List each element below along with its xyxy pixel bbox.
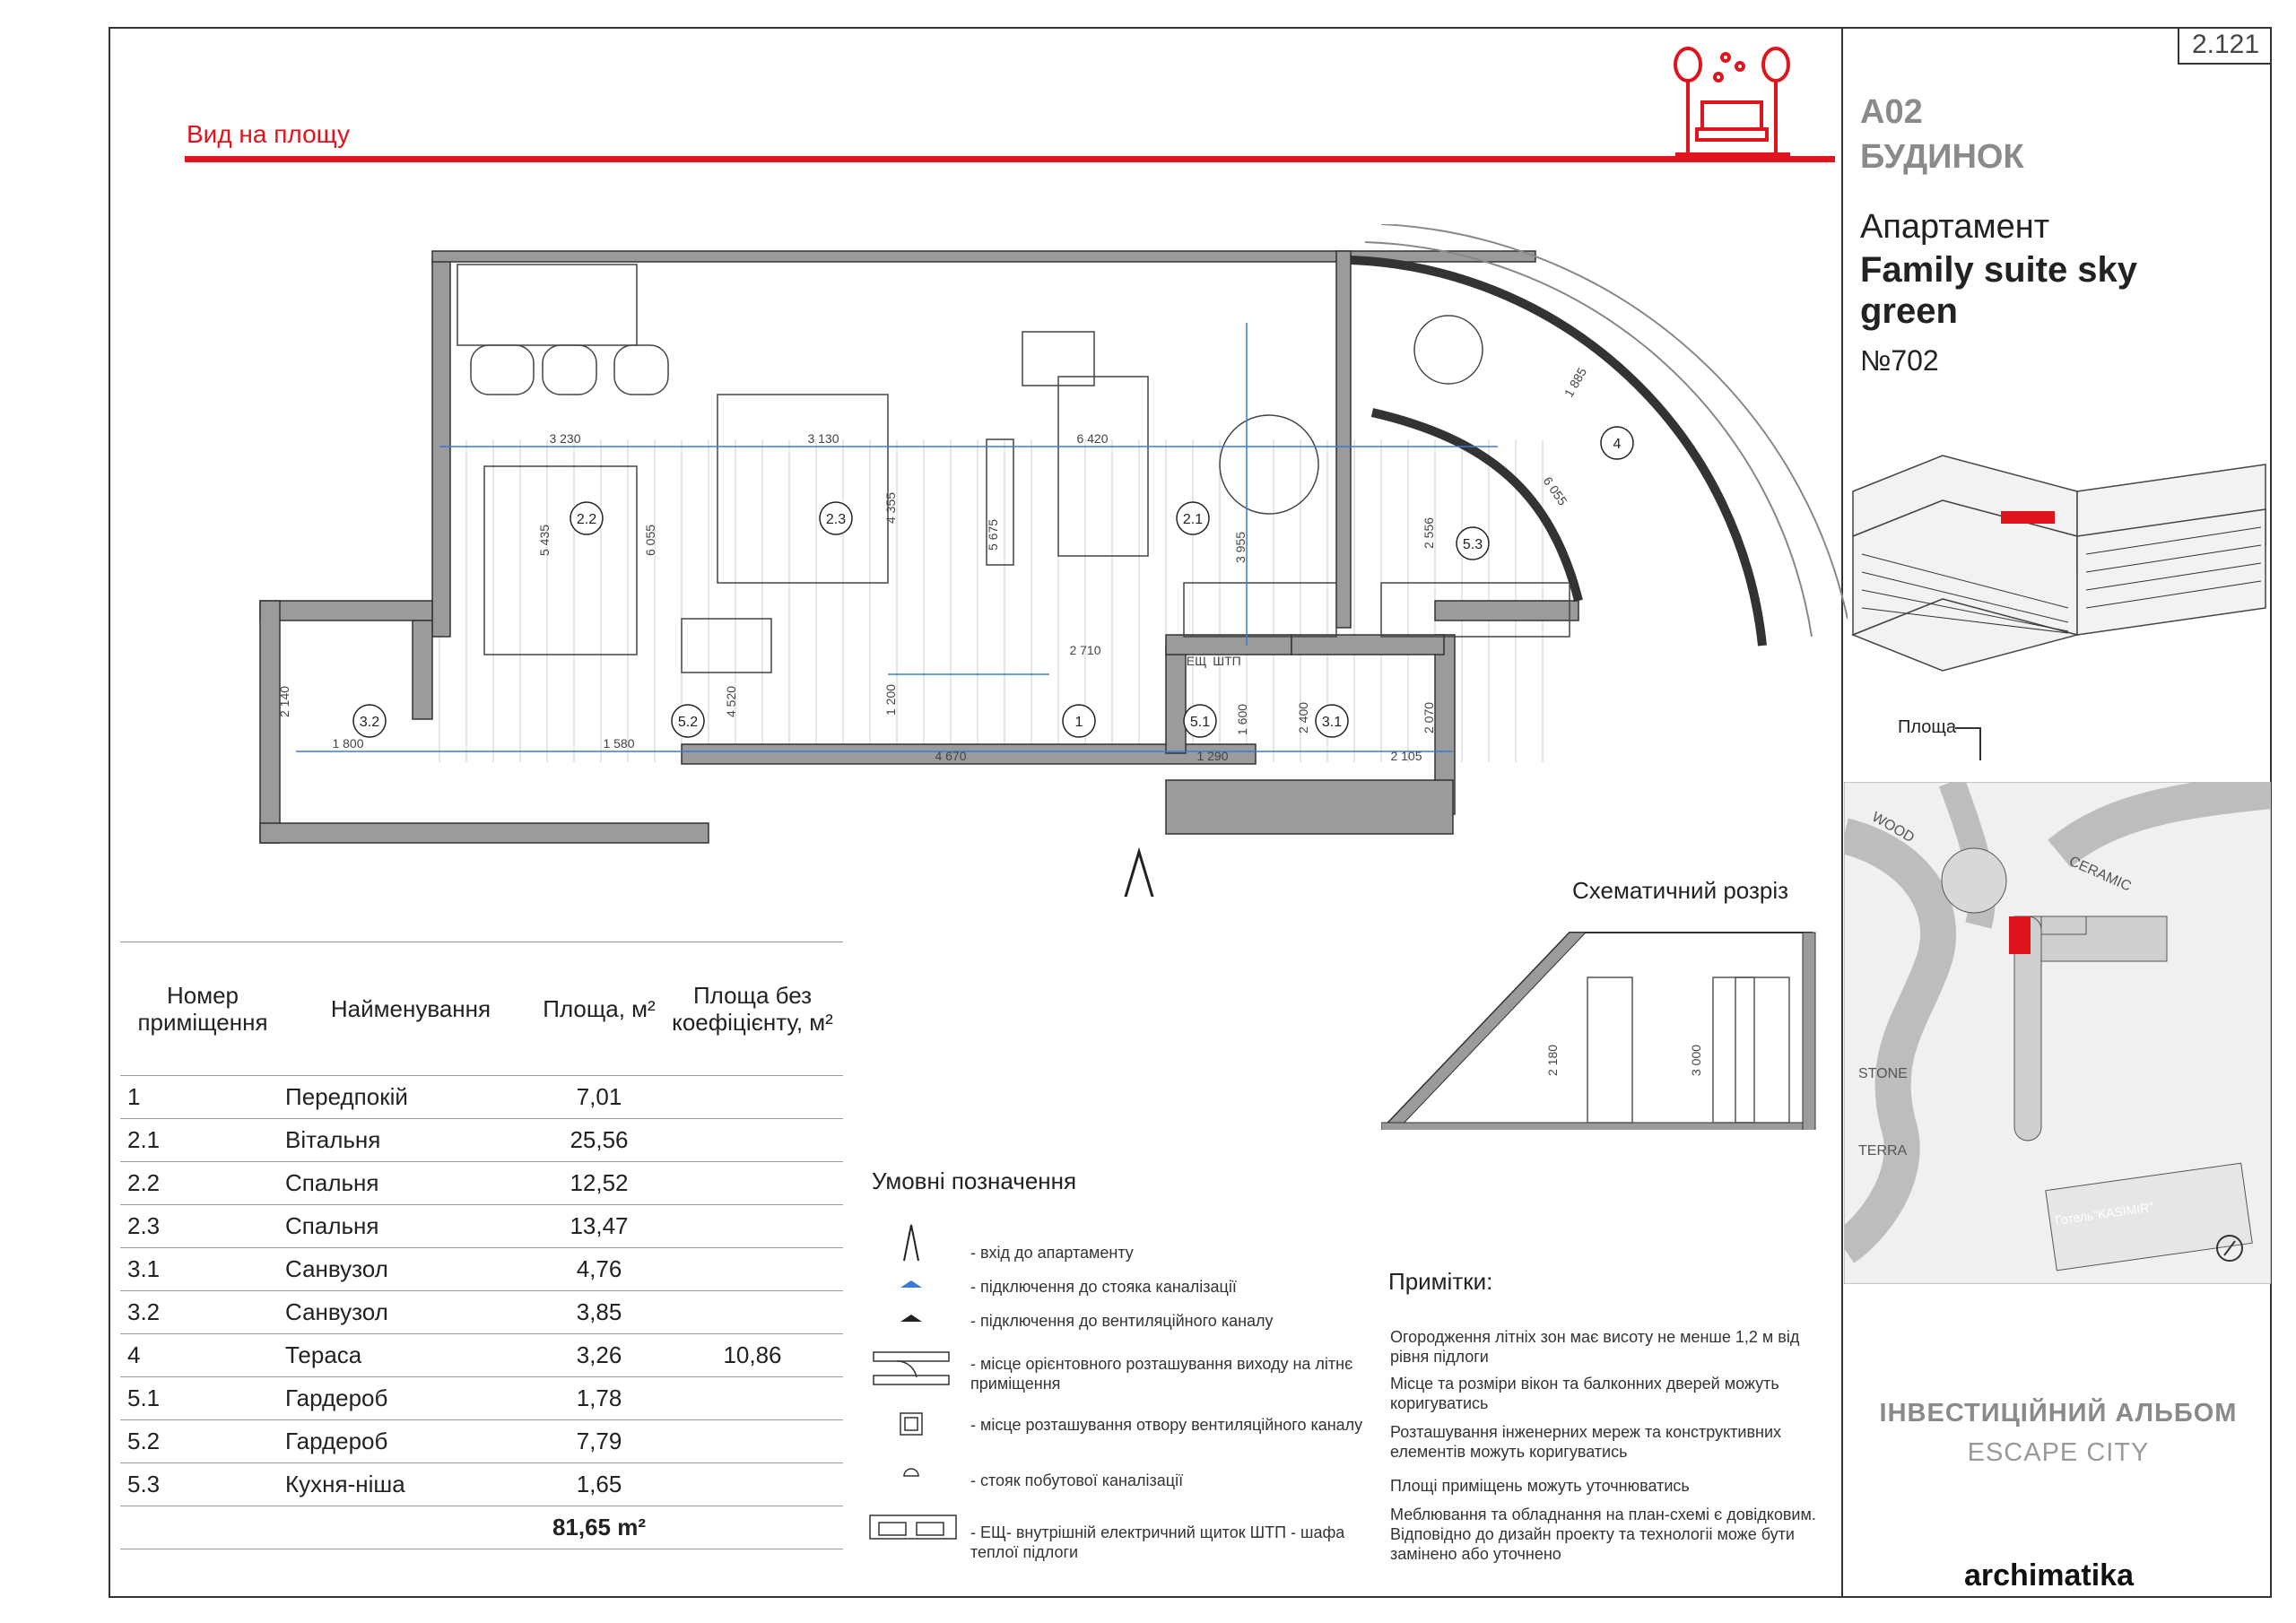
note-item: Огородження літніх зон має висоту не менше 1,2 м від рівня підлоги — [1390, 1328, 1800, 1366]
album-title: ІНВЕСТИЦІЙНИЙ АЛЬБОМ — [1879, 1399, 2238, 1428]
room-area: 3,26 — [536, 1334, 662, 1377]
note-item: Меблювання та обладнання на план-схемі є довідковим. Відповідно до дизайн проекту та технологіі може бути замінено або уточнено — [1390, 1506, 1816, 1563]
panel-label: ЕЩ — [1186, 654, 1207, 668]
square-pointer — [1955, 725, 1991, 760]
building-block — [1860, 90, 2024, 179]
legend-item: - місце орієнтовного розташування виходу на літнє приміщення — [970, 1355, 1353, 1393]
table-row — [120, 1205, 843, 1248]
table-row — [120, 1463, 843, 1506]
room-tag: 3.1 — [1321, 715, 1343, 730]
room-area-no-coef: 10,86 — [662, 1334, 843, 1377]
dimension-label: 2 710 — [1069, 643, 1101, 657]
room-name: Передпокій — [285, 1076, 536, 1119]
building-code: А02 — [1860, 93, 1923, 131]
section-dimension: 3 000 — [1689, 1044, 1703, 1076]
dimension-label: 2 070 — [1422, 701, 1436, 733]
room-area-no-coef — [662, 1463, 843, 1506]
vent-opening-icon — [900, 1413, 922, 1435]
section-dimension: 2 180 — [1545, 1044, 1560, 1076]
table-row — [120, 1291, 843, 1334]
note-item: Площі приміщень можуть уточнюватись — [1390, 1477, 1690, 1495]
room-area: 4,76 — [536, 1248, 662, 1291]
dimension-label: 4 355 — [883, 491, 898, 524]
col-header-number: Номер приміщення — [120, 942, 285, 1076]
legend-item: - ЕЩ- внутрішній електричний щиток ШТП - шафа теплої підлоги — [970, 1523, 1345, 1561]
room-area: 12,52 — [536, 1162, 662, 1205]
apartment-name: Family suite sky green — [1860, 250, 2138, 331]
rooms-table — [120, 942, 843, 1549]
room-number: 5.3 — [120, 1463, 285, 1506]
dimension-label: 1 200 — [883, 683, 898, 716]
table-row — [120, 1119, 843, 1162]
sewer-connection-icon — [900, 1280, 922, 1288]
room-number: 5.2 — [120, 1420, 285, 1463]
dimension-label: 1 600 — [1235, 703, 1249, 735]
legend-item: - підключення до стояка каналізації — [970, 1278, 1237, 1296]
room-name: Спальня — [285, 1205, 536, 1248]
dimension-label: 1 885 — [1561, 365, 1590, 400]
dimension-label: 4 670 — [935, 749, 967, 763]
room-number: 4 — [120, 1334, 285, 1377]
table-row — [120, 1420, 843, 1463]
section-title: Схематичний розріз — [1572, 877, 1789, 904]
dimension-label: 6 055 — [1540, 473, 1570, 508]
room-number: 2.3 — [120, 1205, 285, 1248]
dimension-label: 1 580 — [603, 736, 635, 751]
col-header-area: Площа, м² — [536, 942, 662, 1076]
room-tag: 5.2 — [677, 715, 699, 730]
album-subtitle: ESCAPE CITY — [1967, 1438, 2150, 1467]
room-name: Санвузол — [285, 1248, 536, 1291]
dimension-label: 1 290 — [1196, 749, 1229, 763]
street-label: CERAMIC — [2066, 854, 2134, 895]
room-area-no-coef — [662, 1291, 843, 1334]
room-tag: 5.3 — [1462, 537, 1483, 552]
col-header-name: Найменування — [285, 942, 536, 1076]
dimension-label: 2 105 — [1390, 749, 1422, 763]
dimension-label: 2 400 — [1296, 701, 1310, 733]
room-area-no-coef — [662, 1377, 843, 1420]
table-row — [120, 1377, 843, 1420]
legend-item: - стояк побутової каналізації — [970, 1471, 1184, 1489]
total-area: 81,65 m² — [536, 1506, 662, 1549]
square-label: Площа — [1898, 717, 1956, 737]
summer-exit-icon — [874, 1352, 949, 1384]
section-drawing — [1381, 924, 1848, 1130]
panel-label: ШТП — [1213, 654, 1241, 668]
apartment-label: Апартамент — [1860, 208, 2050, 246]
street-label: STONE — [1858, 1066, 1908, 1081]
legend-title: Умовні позначення — [872, 1167, 1077, 1194]
room-tags — [0, 0, 1848, 897]
table-row — [120, 1076, 843, 1119]
dimension-label: 1 800 — [332, 736, 364, 751]
street-label: TERRA — [1858, 1143, 1908, 1159]
room-number: 1 — [120, 1076, 285, 1119]
dimension-label: 3 230 — [549, 431, 581, 446]
table-row — [120, 1162, 843, 1205]
electrical-panel-icon — [870, 1515, 956, 1539]
vent-connection-icon — [900, 1315, 922, 1322]
view-label: Вид на площу — [187, 120, 350, 148]
dimension-label: 3 955 — [1233, 531, 1248, 563]
room-area: 1,78 — [536, 1377, 662, 1420]
room-tag: 5.1 — [1189, 715, 1211, 730]
notes-title: Примітки: — [1388, 1268, 1493, 1295]
room-name: Кухня-ніша — [285, 1463, 536, 1506]
room-number: 2.2 — [120, 1162, 285, 1205]
sewer-riser-icon — [904, 1469, 918, 1476]
room-area-no-coef — [662, 1205, 843, 1248]
street-label: WOOD — [1869, 809, 1918, 846]
brand-logo: archimatika — [1964, 1558, 2134, 1593]
room-tag: 4 — [1613, 437, 1622, 452]
hotel-label: Готель"KASIMIR" — [2054, 1199, 2155, 1228]
col-header-area-no-coef: Площа без коефіцієнту, м² — [662, 942, 843, 1076]
room-area: 3,85 — [536, 1291, 662, 1334]
dimension-label: 6 420 — [1076, 431, 1109, 446]
room-area-no-coef — [662, 1119, 843, 1162]
room-tag: 2.2 — [576, 512, 597, 527]
total-row — [120, 1506, 843, 1549]
room-tag: 2.1 — [1182, 512, 1204, 527]
room-name: Вітальня — [285, 1119, 536, 1162]
room-tag: 2.3 — [825, 512, 847, 527]
dimension-label: 6 055 — [643, 524, 657, 556]
dimension-label: 3 130 — [807, 431, 839, 446]
note-item: Місце та розміри вікон та балконних дверей можуть коригуватись — [1390, 1375, 1779, 1412]
room-name: Тераса — [285, 1334, 536, 1377]
room-name: Спальня — [285, 1162, 536, 1205]
room-number: 3.2 — [120, 1291, 285, 1334]
dimension-label: 2 556 — [1422, 516, 1436, 549]
dimension-label: 5 675 — [986, 518, 1000, 551]
room-area-no-coef — [662, 1248, 843, 1291]
dimension-label: 4 520 — [724, 685, 738, 717]
building-render — [1844, 429, 2271, 689]
legend-symbols — [866, 1219, 965, 1560]
page-number: 2.121 — [2178, 27, 2272, 65]
room-area-no-coef — [662, 1076, 843, 1119]
room-number: 5.1 — [120, 1377, 285, 1420]
building-label: БУДИНОК — [1860, 138, 2024, 176]
room-area-no-coef — [662, 1420, 843, 1463]
room-area-no-coef — [662, 1162, 843, 1205]
apartment-number: №702 — [1860, 344, 1939, 377]
room-name: Гардероб — [285, 1377, 536, 1420]
table-row — [120, 1334, 843, 1377]
room-name: Санвузол — [285, 1291, 536, 1334]
legend-item: - вхід до апартаменту — [970, 1244, 1134, 1262]
room-area: 1,65 — [536, 1463, 662, 1506]
note-item: Розташування інженерних мереж та конструктивних елементів можуть коригуватись — [1390, 1423, 1782, 1461]
room-name: Гардероб — [285, 1420, 536, 1463]
legend-item: - місце розташування отвору вентиляційного каналу — [970, 1416, 1363, 1434]
room-area: 25,56 — [536, 1119, 662, 1162]
entrance-arrow-icon — [904, 1225, 918, 1261]
location-map — [1844, 782, 2271, 1284]
room-tag: 3.2 — [359, 715, 380, 730]
room-tag: 1 — [1074, 715, 1083, 730]
dimension-label: 5 435 — [537, 524, 552, 556]
dimension-label: 2 140 — [277, 685, 291, 717]
room-number: 3.1 — [120, 1248, 285, 1291]
table-row — [120, 1248, 843, 1291]
legend-item: - підключення до вентиляційного каналу — [970, 1312, 1274, 1330]
room-area: 7,01 — [536, 1076, 662, 1119]
room-number: 2.1 — [120, 1119, 285, 1162]
room-area: 13,47 — [536, 1205, 662, 1248]
room-area: 7,79 — [536, 1420, 662, 1463]
